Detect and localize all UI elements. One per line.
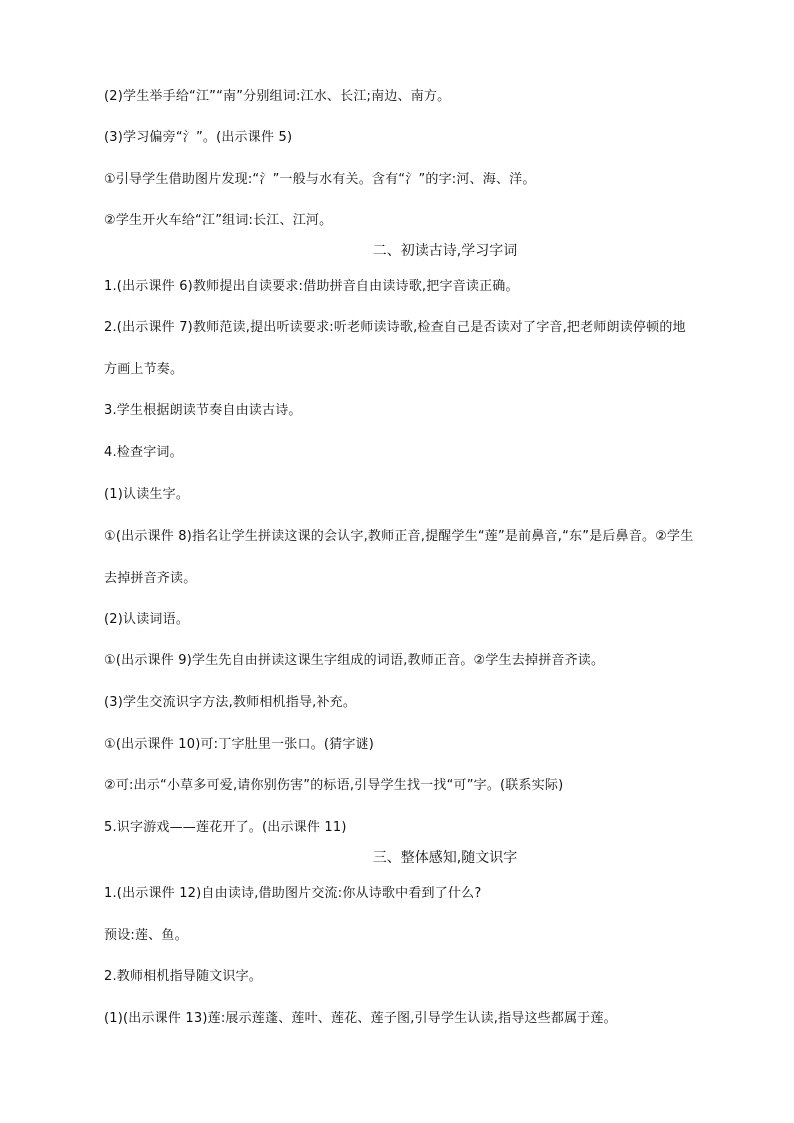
paragraph: 5.识字游戏——莲花开了。(出示课件 11) [104,820,347,835]
section-heading-text: 二、初读古诗,学习字词 [372,243,518,259]
paragraph: (1)认读生字。 [104,487,190,502]
paragraph: (3)学生交流识字方法,教师相机指导,补充。 [104,695,357,710]
paragraph: 3.学生根据朗读节奏自由读古诗。 [104,403,302,418]
section-heading-text: 三、整体感知,随文识字 [372,850,518,866]
paragraph-continuation: 方画上节奏。 [104,362,184,377]
paragraph: ②可:出示“小草多可爱,请你别伤害”的标语,引导学生找一找“可”字。(联系实际) [104,778,564,793]
paragraph: 1.(出示课件 12)自由读诗,借助图片交流:你从诗歌中看到了什么? [104,886,482,901]
paragraph: (2)学生举手给“江”“南”分别组词:江水、长江;南边、南方。 [104,89,451,104]
paragraph: 2.教师相机指导随文识字。 [104,969,263,984]
paragraph: 2.(出示课件 7)教师范读,提出听读要求:听老师读诗歌,检查自己是否读对了字音,把老师朗读停顿的地 [104,320,686,335]
paragraph: (3)学习偏旁“氵”。(出示课件 5) [104,130,293,145]
section-heading [0,849,794,867]
paragraph: (1)(出示课件 13)莲:展示莲蓬、莲叶、莲花、莲子图,引导学生认读,指导这些都属于莲。 [104,1011,617,1026]
paragraph: ①引导学生借助图片发现:“氵”一般与水有关。含有“氵”的字:河、海、洋。 [104,172,536,187]
paragraph: ②学生开火车给“江”组词:长江、江河。 [104,213,333,228]
paragraph: ①(出示课件 9)学生先自由拼读这课生字组成的词语,教师正音。②学生去掉拼音齐读。 [104,653,605,668]
paragraph: 1.(出示课件 6)教师提出自读要求:借助拼音自由读诗歌,把字音读正确。 [104,279,519,294]
paragraph: ①(出示课件 8)指名让学生拼读这课的会认字,教师正音,提醒学生“莲”是前鼻音,“东”是后鼻音。②学生 [104,529,694,544]
paragraph: 4.检查字词。 [104,445,183,460]
paragraph: ①(出示课件 10)可:丁字肚里一张口。(猜字谜) [104,737,374,752]
paragraph: (2)认读词语。 [104,612,190,627]
section-heading [0,242,794,260]
paragraph: 预设:莲、鱼。 [104,928,188,943]
paragraph-continuation: 去掉拼音齐读。 [104,571,197,586]
